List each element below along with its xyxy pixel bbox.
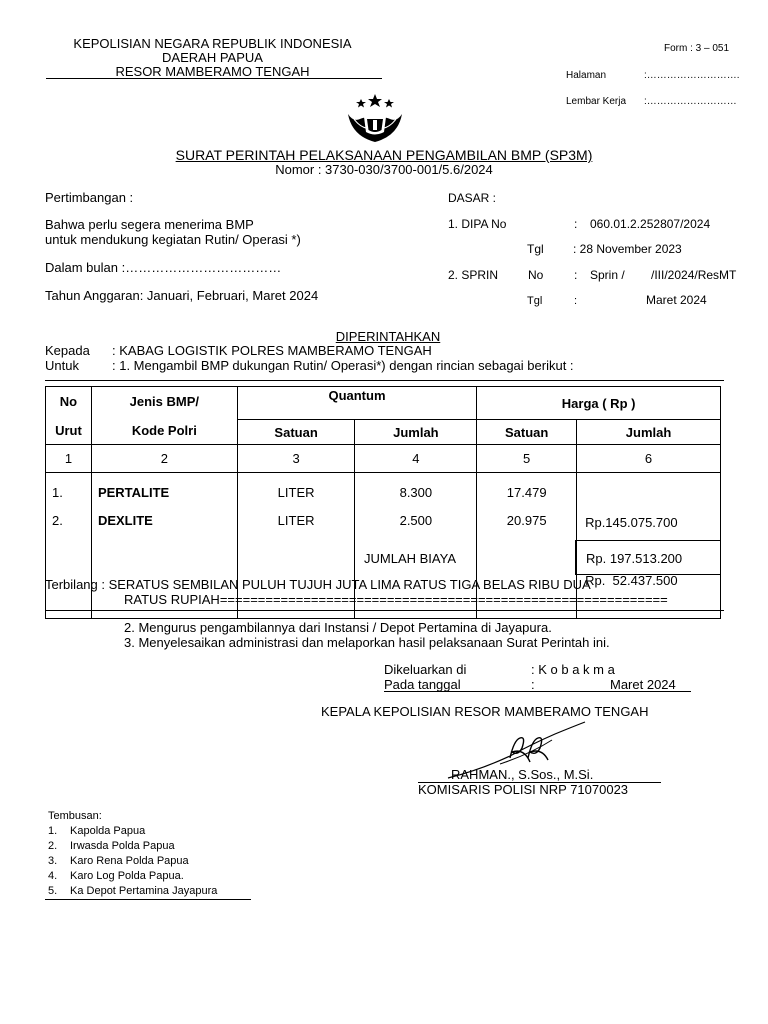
tahun-anggaran: Tahun Anggaran: Januari, Februari, Maret 2024: [45, 288, 319, 303]
org-line-1: KEPOLISIAN NEGARA REPUBLIK INDONESIA: [73, 36, 352, 51]
row-harga-satuan: 20.975: [506, 513, 547, 528]
row-jenis: PERTALITE: [97, 485, 170, 500]
dipa-colon: :: [574, 217, 578, 231]
sprin-no-label: No: [528, 268, 544, 282]
dipa-tgl-value: : 28 November 2023: [573, 242, 682, 256]
row-satuan: LITER: [277, 485, 315, 500]
diperintahkan-heading: DIPERINTAHKAN: [335, 329, 441, 344]
tembusan-num: 2.: [48, 840, 58, 852]
terbilang-line-1: Terbilang : SERATUS SEMBILAN PULUH TUJUH JUTA LIMA RATUS TIGA BELAS RIBU DUA: [45, 577, 591, 592]
jumlah-biaya-value: Rp. 197.513.200: [586, 551, 683, 566]
header-quantum: Quantum: [237, 387, 477, 420]
untuk-underline: [45, 380, 724, 381]
total-box: [575, 540, 721, 575]
form-number: Form : 3 – 051: [664, 43, 730, 54]
halaman-value: :……………………….: [644, 70, 740, 81]
tembusan-underline: [45, 899, 251, 900]
sprin-label: 2. SPRIN: [448, 268, 499, 282]
tembusan-item: Karo Rena Polda Papua: [70, 855, 189, 867]
pertimbangan-label: Pertimbangan :: [45, 190, 134, 205]
row-jumlah: 8.300: [399, 485, 433, 500]
header-no: No: [59, 393, 78, 409]
dalam-bulan: Dalam bulan :………………………………: [45, 260, 282, 275]
header-jenis-2: Kode Polri: [131, 422, 197, 438]
tanggal-value: Maret 2024: [610, 677, 676, 692]
header-harga: Harga ( Rp ): [477, 387, 721, 420]
row-no-cell: [46, 473, 92, 619]
document-number: Nomor : 3730-030/3700-001/5.6/2024: [275, 162, 493, 177]
row-harga-jumlah: Rp.145.075.700: [585, 515, 678, 530]
tanggal-label: Pada tanggal: [384, 677, 461, 692]
header-jenis-cell: [91, 387, 237, 445]
signatory-position: KEPALA KEPOLISIAN RESOR MAMBERAMO TENGAH: [321, 704, 649, 719]
sprin-value-a: Sprin /: [590, 268, 625, 282]
dipa-value: 060.01.2.252807/2024: [590, 217, 711, 231]
sprin-value-b: /III/2024/ResMT: [651, 268, 737, 282]
untuk-value: : 1. Mengambil BMP dukungan Rutin/ Operasi*) dengan rincian sebagai berikut :: [112, 358, 574, 373]
sprin-colon: :: [574, 268, 578, 282]
row-harga-satuan: 17.479: [506, 485, 547, 500]
dikeluarkan-value: : K o b a k m a: [531, 662, 615, 677]
signatory-rank: KOMISARIS POLISI NRP 71070023: [418, 782, 629, 797]
tembusan-label: Tembusan:: [48, 810, 102, 822]
pertimbangan-line-2: untuk mendukung kegiatan Rutin/ Operasi *): [45, 232, 301, 247]
row-harga-jumlah: Rp. 52.437.500: [585, 573, 678, 588]
col-number: 2: [91, 445, 237, 473]
dikeluarkan-label: Dikeluarkan di: [384, 662, 467, 677]
pertimbangan-line-1: Bahwa perlu segera menerima BMP: [45, 217, 254, 232]
dipa-tgl-label: Tgl: [527, 242, 544, 256]
row-no: 1.: [52, 485, 63, 500]
header-jumlah-harga: Jumlah: [577, 420, 721, 445]
document-title: SURAT PERINTAH PELAKSANAAN PENGAMBILAN BMP (SP3M): [175, 147, 593, 163]
row-satuan: LITER: [277, 513, 315, 528]
tembusan-num: 4.: [48, 870, 58, 882]
dasar-label: DASAR :: [448, 191, 497, 205]
tanggal-colon: :: [531, 677, 535, 692]
col-number: 6: [577, 445, 721, 473]
header-urut: Urut: [55, 422, 82, 438]
col-number: 4: [355, 445, 477, 473]
sprin-tgl-colon: :: [574, 295, 578, 307]
col-number: 3: [237, 445, 355, 473]
header-jenis-1: Jenis BMP/: [129, 393, 199, 409]
jumlah-biaya-label: JUMLAH BIAYA: [364, 551, 456, 566]
header-satuan-quantum: Satuan: [237, 420, 355, 445]
instruction-3: 3. Menyelesaikan administrasi dan melaporkan hasil pelaksanaan Surat Perintah ini.: [124, 635, 610, 650]
header-no-cell: [46, 387, 92, 445]
row-jenis: DEXLITE: [97, 513, 153, 528]
col-number: 5: [477, 445, 577, 473]
tembusan-item: Karo Log Polda Papua.: [70, 870, 184, 882]
tembusan-item: Kapolda Papua: [70, 825, 146, 837]
tembusan-num: 1.: [48, 825, 58, 837]
tanggal-underline: [384, 691, 691, 692]
row-jumlah: 2.500: [399, 513, 433, 528]
kepada-label: Kepada: [45, 343, 90, 358]
tembusan-item: Irwasda Polda Papua: [70, 840, 175, 852]
header-underline: [46, 78, 382, 79]
signatory-name: RAHMAN., S.Sos., M.Si.: [451, 767, 594, 782]
sprin-tgl-value: Maret 2024: [646, 293, 707, 307]
row-no: 2.: [52, 513, 63, 528]
tembusan-item: Ka Depot Pertamina Jayapura: [70, 885, 218, 897]
police-emblem-icon: [342, 92, 408, 144]
dipa-label: 1. DIPA No: [448, 217, 507, 231]
tembusan-num: 3.: [48, 855, 58, 867]
header-jumlah-quantum: Jumlah: [355, 420, 477, 445]
instruction-2: 2. Mengurus pengambilannya dari Instansi / Depot Pertamina di Jayapura.: [124, 620, 552, 635]
untuk-label: Untuk: [45, 358, 79, 373]
terbilang-underline: [45, 610, 724, 611]
lembar-kerja-value: :………………………: [644, 96, 737, 107]
terbilang-line-2: RATUS RUPIAH===========================================================: [124, 592, 668, 607]
org-line-3: RESOR MAMBERAMO TENGAH: [115, 64, 310, 79]
kepada-value: : KABAG LOGISTIK POLRES MAMBERAMO TENGAH: [112, 343, 432, 358]
tembusan-num: 5.: [48, 885, 58, 897]
sprin-tgl-label: Tgl: [527, 295, 543, 307]
halaman-label: Halaman: [566, 70, 607, 81]
org-line-2: DAERAH PAPUA: [162, 50, 263, 65]
header-satuan-harga: Satuan: [477, 420, 577, 445]
col-number: 1: [46, 445, 92, 473]
lembar-kerja-label: Lembar Kerja: [566, 96, 627, 107]
